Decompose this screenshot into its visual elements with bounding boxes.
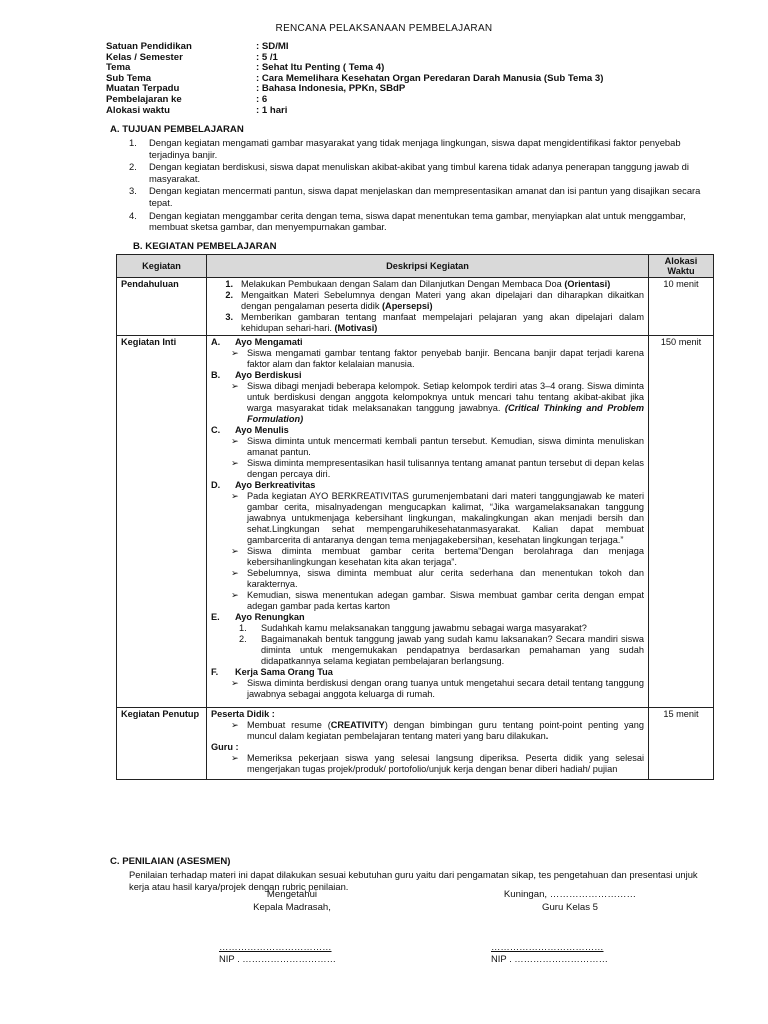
identity-label: Sub Tema <box>106 72 152 84</box>
objective-text: Dengan kegiatan mencermati pantun, siswa dapat menjelaskan dan mempresentasikan amanat dan isi pantun yang disajikan secara tepat. <box>149 185 701 208</box>
signature-role: Guru Kelas 5 <box>542 902 598 913</box>
item-text: Mengaitkan Materi Sebelumnya dengan Materi yang akan dipelajari dan diharapkan dikaitkan dengan pengalaman peserta didik <box>241 290 644 311</box>
item-text: Kemudian, siswa menentukan adegan gambar. Siswa membuat gambar cerita dengan empat adegan gambar pada kertas karton <box>247 590 644 611</box>
identity-value: : 5 /1 <box>256 51 278 63</box>
subsection-letter: E. <box>211 612 220 622</box>
assessment-text: Penilaian terhadap materi ini dapat dilakukan sesuai kebutuhan guru yaitu dari pengamatan sikap, tes pengetahuan dan presentasi unjuk kerja atau hasil karya/projek dengan rubric penilaian. <box>129 869 698 892</box>
activity-time: 15 menit <box>649 708 714 780</box>
identity-row <box>106 95 603 106</box>
objective-number: 3. <box>129 185 137 197</box>
item-text: ) dengan bimbingan guru tentang point-point penting yang muncul dalam kegiatan pembelajaran tentang materi yang baru dilakukan <box>247 720 644 741</box>
arrow-bullet-icon: ➢ <box>231 458 239 468</box>
subsection-title: Ayo Menulis <box>235 425 289 435</box>
subsection-heading <box>211 612 644 623</box>
table-row <box>117 708 714 780</box>
arrow-bullet-icon: ➢ <box>231 720 239 730</box>
section-b-heading: B. KEGIATAN PEMBELAJARAN <box>133 241 277 252</box>
guru-label: Guru : <box>211 742 239 752</box>
list-item <box>211 753 644 775</box>
peserta-label: Peserta Didik : <box>211 709 275 719</box>
identity-row <box>106 42 603 53</box>
table-row <box>117 336 714 708</box>
subsection-title: Ayo Berdiskusi <box>235 370 302 380</box>
arrow-bullet-icon: ➢ <box>231 436 239 446</box>
subsection-letter: F. <box>211 667 219 677</box>
item-text: Membuat resume ( <box>247 720 331 730</box>
right-nip: NIP . ………………………… <box>491 953 609 964</box>
subsection-letter: B. <box>211 370 221 380</box>
left-nip: NIP . ………………………… <box>219 953 337 964</box>
signature-caption: Mengetahui <box>266 889 318 900</box>
subsection-title: Ayo Mengamati <box>235 337 303 347</box>
table-header-row <box>117 255 714 278</box>
activity-description <box>207 278 649 336</box>
item-number: 2. <box>225 290 233 300</box>
item-tag: (Critical Thinking and Problem Formulation) <box>247 403 644 424</box>
item-text: Memeriksa pekerjaan siswa yang selesai langsung diperiksa. Peserta didik yang selesai mengerjakan tugas projek/produk/ portofolio/unjuk kerja dengan benar diberi hadiah/ pujian <box>247 753 644 774</box>
item-tag: (Apersepsi) <box>382 301 433 311</box>
item-text: Melakukan Pembukaan dengan Salam dan Dilanjutkan Dengan Membaca Doa <box>241 279 562 289</box>
item-text: Sebelumnya, siswa diminta membuat alur cerita sederhana dan menentukan tokoh dan karakternya. <box>247 568 644 589</box>
signature-role: Kepala Madrasah, <box>253 902 331 913</box>
item-number: 1. <box>225 279 233 289</box>
item-tag: CREATIVITY <box>330 720 385 730</box>
list-item <box>211 348 644 370</box>
subsection-title: Ayo Berkreativitas <box>235 480 316 490</box>
signature-place-date: Kuningan, ……………………… <box>503 889 637 900</box>
signature-left <box>222 888 362 914</box>
item-text: Sudahkah kamu melaksanakan tanggung jawabmu sebagai warga masyarakat? <box>261 623 587 633</box>
table-row <box>117 278 714 336</box>
identity-block <box>106 42 603 116</box>
identity-value: : Bahasa Indonesia, PPKn, SBdP <box>256 83 406 95</box>
activity-label: Kegiatan Penutup <box>117 708 207 780</box>
activity-label: Pendahuluan <box>117 278 207 336</box>
list-item <box>211 491 644 546</box>
item-text: Siswa diminta mempresentasikan hasil tulisannya tentang amanat pantun tersebut di depan kelas dengan percaya diri. <box>247 458 644 479</box>
left-name-line: ……………………………… <box>219 941 332 952</box>
list-item <box>211 290 644 312</box>
subsection-heading <box>211 667 644 678</box>
item-text: Siswa diminta untuk mencermati kembali pantun tersebut. Kemudian, siswa diminta menuliskan amanat pantun. <box>247 436 644 457</box>
subsection-letter: D. <box>211 480 221 490</box>
right-name-line: ……………………………… <box>491 941 604 952</box>
identity-value: : Sehat Itu Penting ( Tema 4) <box>256 62 385 74</box>
objective-item <box>129 210 714 233</box>
item-number: 1. <box>239 623 247 633</box>
list-item <box>211 634 644 667</box>
item-number: 3. <box>225 312 233 322</box>
identity-value: : SD/MI <box>256 41 289 52</box>
list-item <box>211 312 644 334</box>
arrow-bullet-icon: ➢ <box>231 753 239 763</box>
activity-description <box>207 708 649 780</box>
objective-number: 4. <box>129 209 137 221</box>
subsection-heading <box>211 480 644 491</box>
objectives-list <box>129 137 714 234</box>
item-text: Siswa diminta membuat gambar cerita bertema“Dengan berolahraga dan menjaga kebersihanlingkungan kesehatan kita akan terjaga”. <box>247 546 644 567</box>
arrow-bullet-icon: ➢ <box>231 381 239 391</box>
item-tag: (Orientasi) <box>564 279 611 289</box>
subsection-heading <box>211 425 644 436</box>
item-tag: (Motivasi) <box>334 323 378 333</box>
arrow-bullet-icon: ➢ <box>231 348 239 358</box>
list-item <box>211 590 644 612</box>
arrow-bullet-icon: ➢ <box>231 546 239 556</box>
item-text: Pada kegiatan AYO BERKREATIVITAS gurumenjembatani dari materi tanggungjawab ke materi gambar cerita, misalnyadengan mengucapkan kalimat, “Jika wargamelaksanakan tanggung jawabnya untukmenjaga kebersihant lingkungan, makalingkungan akan menjadi bersih dan sehat.Lingkungan sehat mempengaruhikesehatanmasyarakat. Kalian dapat membuat gambarcerita di antaranya dengan tema menjagakebersihan, kesehatan lingkungan terjaga.” <box>247 491 644 545</box>
arrow-bullet-icon: ➢ <box>231 568 239 578</box>
identity-label: Kelas / Semester <box>106 51 183 63</box>
identity-label: Pembelajaran ke <box>106 93 182 105</box>
activity-label: Kegiatan Inti <box>117 336 207 708</box>
header-deskripsi: Deskripsi Kegiatan <box>207 255 649 278</box>
objective-text: Dengan kegiatan berdiskusi, siswa dapat menuliskan akibat-akibat yang timbul karena tidak adanya penerapan tanggung jawab di masyarakat. <box>149 161 689 184</box>
list-item <box>211 678 644 700</box>
arrow-bullet-icon: ➢ <box>231 678 239 688</box>
item-text: Bagaimanakah bentuk tanggung jawab yang sudah kamu laksanakan? Secara mandiri siswa diminta untuk mengemukakan pendapatnya berdasarkan pemahaman yang sudah didapatkannya selama kegiatan pembelajaran berlangsung. <box>261 634 644 666</box>
objective-number: 1. <box>129 137 137 148</box>
objective-text: Dengan kegiatan mengamati gambar masyarakat yang tidak menjaga lingkungan, siswa dapat mengidentifikasi faktor penyebab terjadinya banjir. <box>149 137 681 160</box>
list-item <box>211 381 644 425</box>
list-item <box>211 546 644 568</box>
header-alokasi: Alokasi Waktu <box>649 255 714 278</box>
section-a-heading: A. TUJUAN PEMBELAJARAN <box>110 124 244 135</box>
list-item <box>211 623 644 634</box>
objective-item <box>129 185 714 208</box>
identity-value: : 1 hari <box>256 104 288 116</box>
objective-item <box>129 137 714 160</box>
identity-row <box>106 106 603 117</box>
item-text: Siswa diminta berdiskusi dengan orang tuanya untuk mengetahui secara detail tentang tanggung jawabnya sebagai anggota keluarga di rumah. <box>247 678 644 699</box>
subsection-letter: A. <box>211 337 221 347</box>
objective-text: Dengan kegiatan menggambar cerita dengan tema, siswa dapat menentukan tema gambar, menyiapkan alat untuk menggambar, membuat sketsa gambar, dan menyempurnakan gambar. <box>149 209 686 233</box>
subsection-letter: C. <box>211 425 221 435</box>
activities-table <box>116 254 714 780</box>
subsection-heading <box>211 370 644 381</box>
identity-label: Tema <box>106 62 131 74</box>
activity-description <box>207 336 649 708</box>
identity-label: Satuan Pendidikan <box>106 41 192 52</box>
header-kegiatan: Kegiatan <box>117 255 207 278</box>
section-c-heading: C. PENILAIAN (ASESMEN) <box>110 856 231 867</box>
document-title: RENCANA PELAKSANAAN PEMBELAJARAN <box>275 23 493 34</box>
item-text: Siswa mengamati gambar tentang faktor penyebab banjir. Bencana banjir dapat terjadi karena faktor alam dan faktor kelalaian manusia. <box>247 348 644 369</box>
objective-number: 2. <box>129 161 137 173</box>
list-item <box>211 436 644 458</box>
identity-label: Alokasi waktu <box>106 104 170 116</box>
list-item <box>211 458 644 480</box>
list-item <box>211 568 644 590</box>
arrow-bullet-icon: ➢ <box>231 590 239 600</box>
item-number: 2. <box>239 634 247 644</box>
subsection-title: Ayo Renungkan <box>235 612 305 622</box>
item-text: Siswa dibagi menjadi beberapa kelompok. Setiap kelompok terdiri atas 3–4 orang. Siswa diminta untuk berdiskusi dengan anggota kelompoknya untuk mencari tahu tentang akibat-akibat jika warga masyarakat tidak melaksanakan tanggung jawabnya. <box>247 381 644 413</box>
subsection-heading <box>211 337 644 348</box>
list-item <box>211 279 644 290</box>
identity-value: : Cara Memelihara Kesehatan Organ Peredaran Darah Manusia (Sub Tema 3) <box>256 72 604 84</box>
identity-value: : 6 <box>256 93 268 105</box>
arrow-bullet-icon: ➢ <box>231 491 239 501</box>
objective-item <box>129 161 714 184</box>
activity-time: 150 menit <box>649 336 714 708</box>
item-text: Memberikan gambaran tentang manfaat mempelajari pelajaran yang akan dipelajari dalam kehidupan sehari-hari. <box>241 312 644 333</box>
subsection-title: Kerja Sama Orang Tua <box>235 667 333 677</box>
identity-label: Muatan Terpadu <box>106 83 180 95</box>
signature-right <box>470 888 670 914</box>
list-item: ➢ Membuat resume (CREATIVITY) dengan bimbingan guru tentang point-point penting yang muncul dalam kegiatan pembelajaran tentang materi yang baru dilakukan. <box>231 720 644 741</box>
activity-time: 10 menit <box>649 278 714 336</box>
